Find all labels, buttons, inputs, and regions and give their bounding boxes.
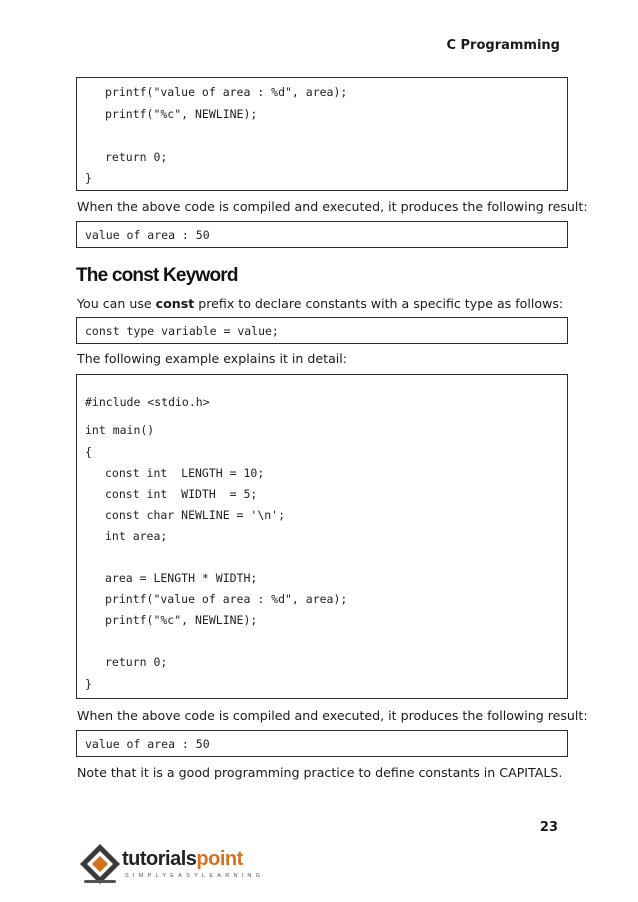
logo-mark-icon [78, 842, 122, 890]
running-header: C Programming [446, 38, 560, 53]
code-block-syntax [76, 317, 568, 344]
logo-wordmark [122, 848, 243, 871]
tutorialspoint-logo [78, 842, 265, 890]
code-line: printf("value of area : %d", area); [105, 592, 348, 606]
keyword-const: const [155, 296, 195, 311]
output-line: value of area : 50 [85, 228, 210, 242]
paragraph-result-intro: When the above code is compiled and executed, it produces the following result: [77, 708, 588, 723]
code-block-example [76, 374, 568, 699]
code-line: int main() [85, 423, 155, 437]
text: prefix to declare constants with a specific type as follows: [194, 296, 564, 311]
section-heading: The const Keyword [76, 265, 238, 286]
code-line: int area; [105, 529, 168, 543]
code-line: return 0; [105, 655, 168, 669]
code-line: const type variable = value; [85, 324, 279, 338]
code-line: #include <stdio.h> [85, 395, 210, 409]
page-number: 23 [539, 820, 558, 835]
code-line: const int WIDTH = 5; [105, 487, 258, 501]
logo-word-point: point [196, 848, 243, 870]
text: You can use [77, 296, 156, 311]
code-block-continuation [76, 77, 568, 191]
paragraph-const-intro [77, 296, 563, 312]
code-line: printf("%c", NEWLINE); [105, 107, 258, 121]
code-line: printf("%c", NEWLINE); [105, 613, 258, 627]
logo-word-tutorials: tutorials [122, 848, 197, 870]
paragraph-note: Note that it is a good programming practice to define constants in CAPITALS. [77, 765, 563, 780]
paragraph-result-intro: When the above code is compiled and executed, it produces the following result: [77, 199, 588, 214]
code-line: { [85, 445, 92, 459]
code-line: const int LENGTH = 10; [105, 466, 265, 480]
code-line: } [85, 171, 92, 185]
code-line: printf("value of area : %d", area); [105, 85, 348, 99]
code-line: return 0; [105, 150, 168, 164]
code-line: area = LENGTH * WIDTH; [105, 571, 258, 585]
code-line: const char NEWLINE = '\n'; [105, 508, 286, 522]
output-block [76, 221, 568, 248]
output-block [76, 730, 568, 757]
output-line: value of area : 50 [85, 737, 210, 751]
paragraph-example-intro: The following example explains it in detail: [77, 351, 348, 366]
code-line: } [85, 677, 92, 691]
logo-tagline: SIMPLYEASYLEARNING [125, 873, 265, 879]
